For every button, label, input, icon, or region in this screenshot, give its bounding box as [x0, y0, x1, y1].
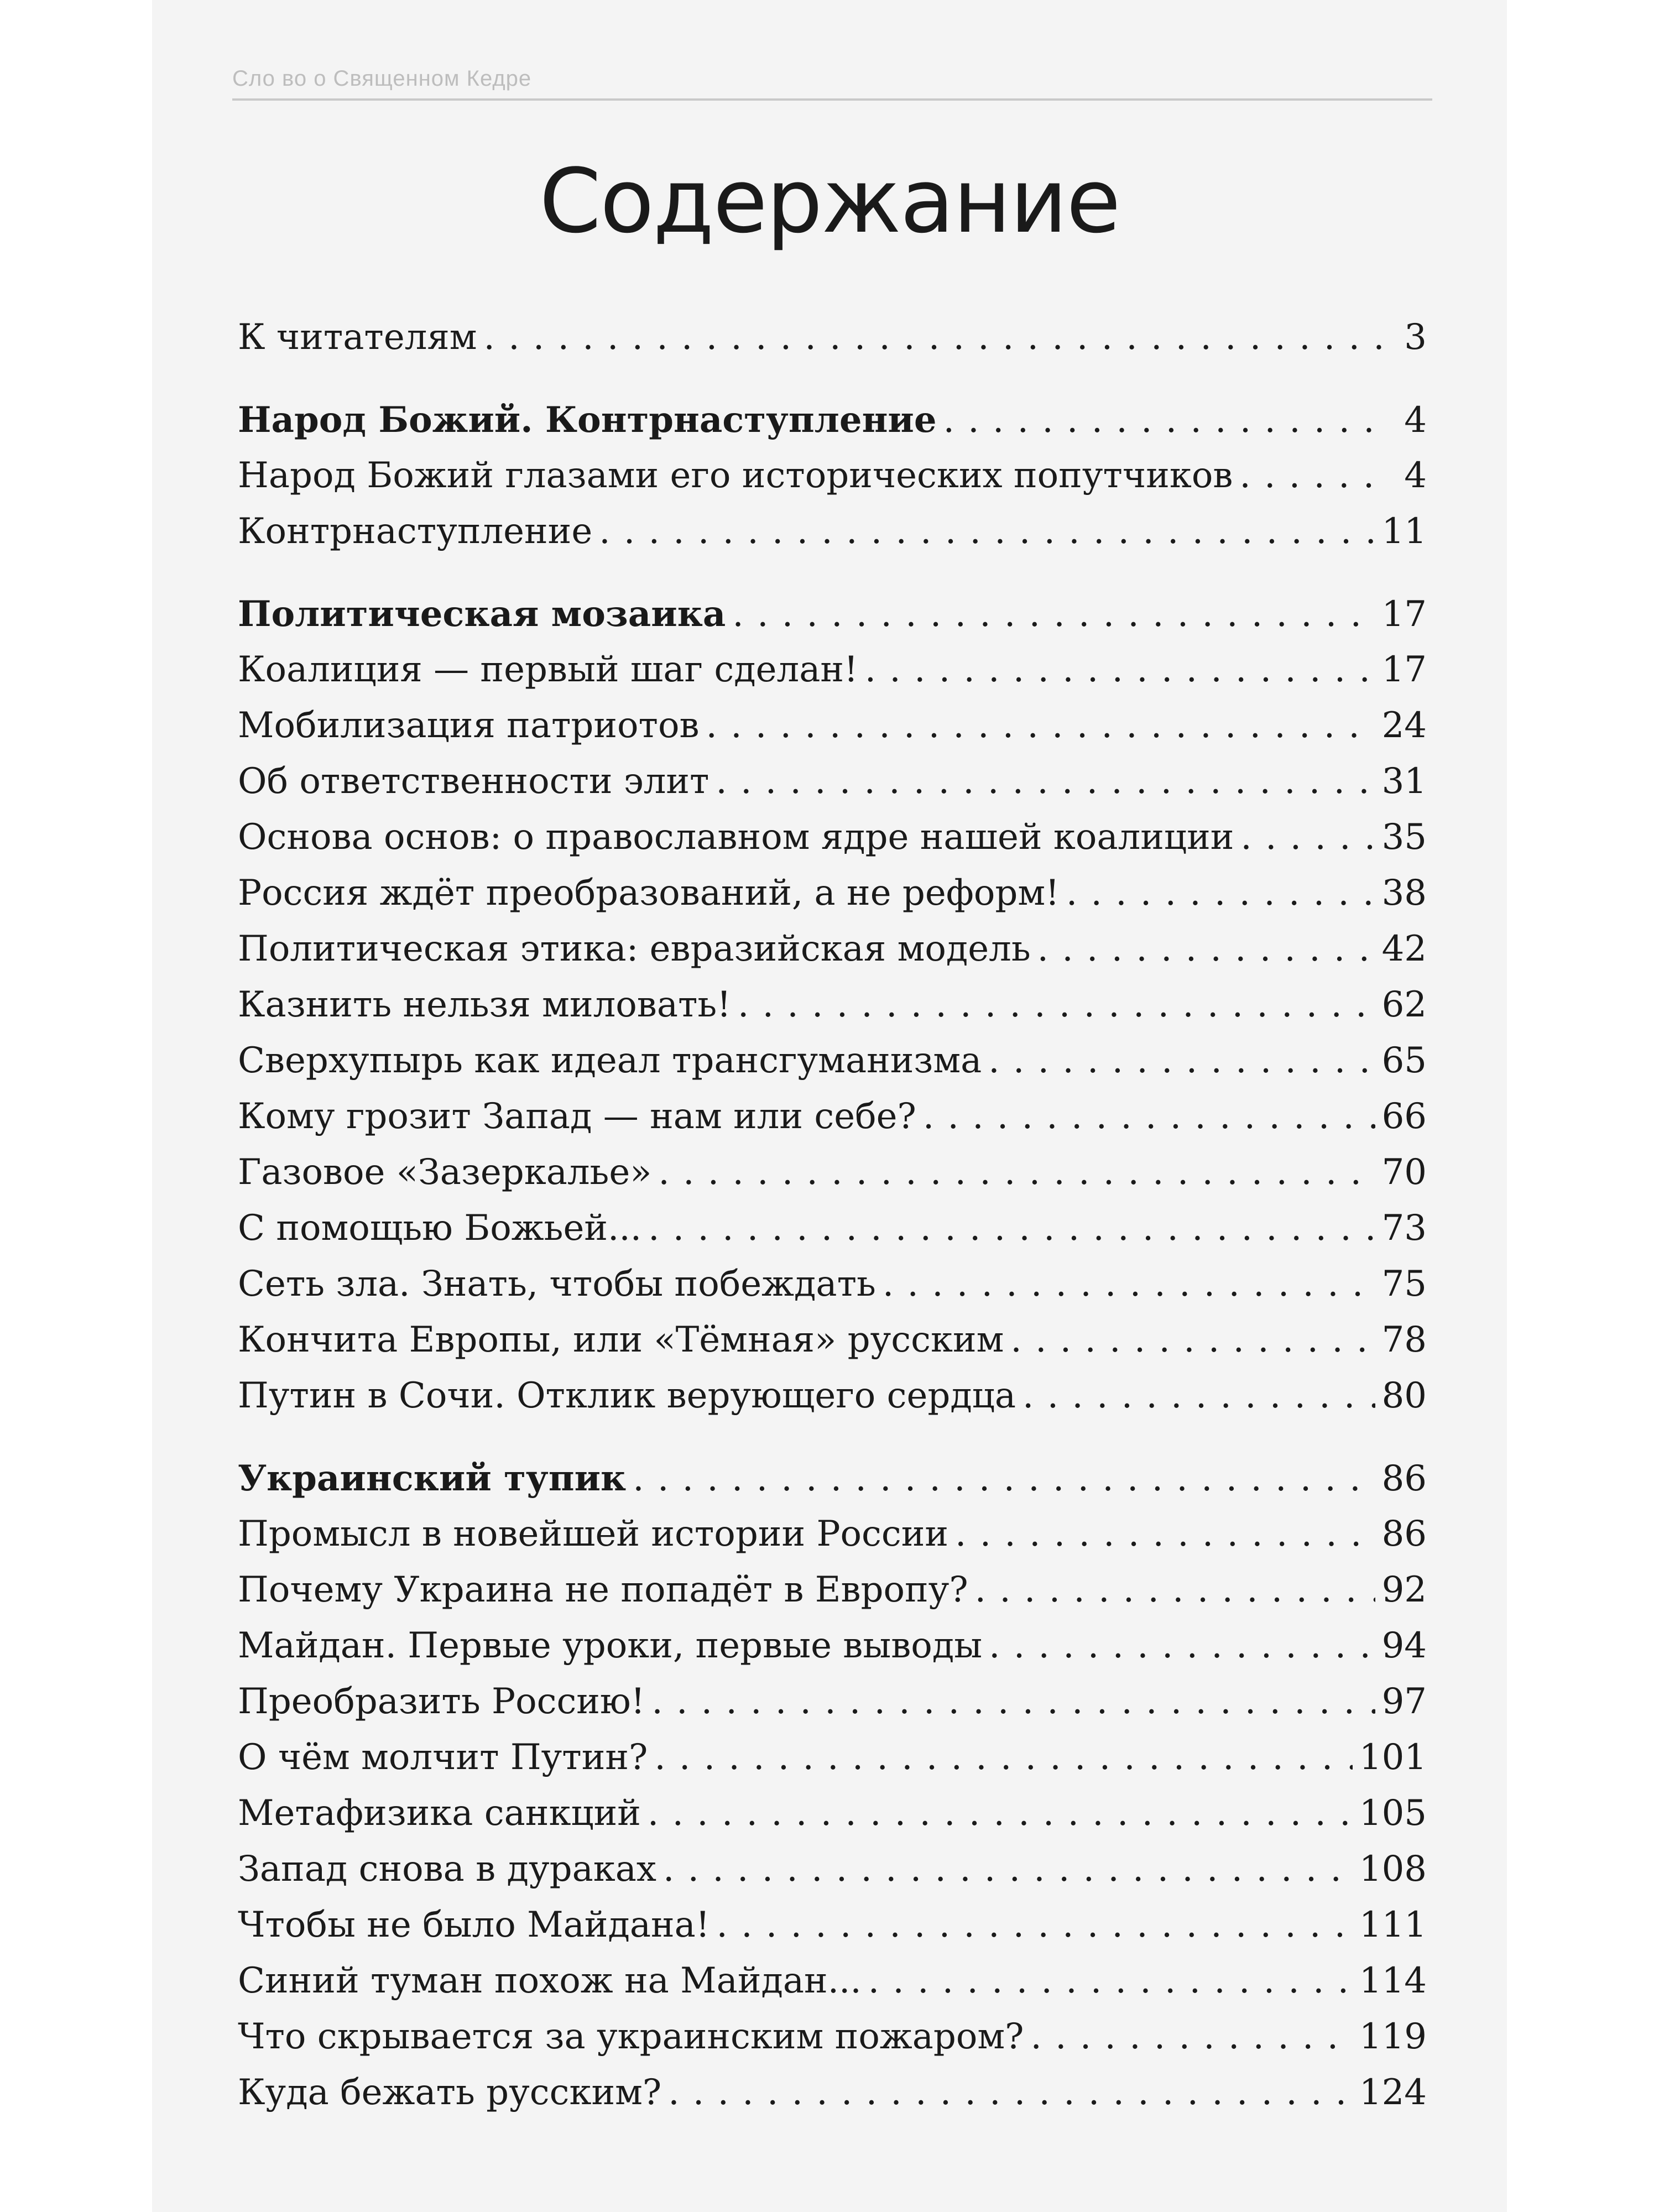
toc-entry: [238, 810, 1427, 865]
toc-page-number: 42: [1381, 928, 1427, 969]
toc-page-number: 4: [1404, 400, 1427, 441]
toc-section-heading: [238, 1451, 1427, 1506]
toc-entry: [238, 1897, 1427, 1953]
toc-entry: [238, 1033, 1427, 1089]
toc-entry-label: Сверхупырь как идеал трансгуманизма: [238, 1040, 982, 1081]
toc-entry: [238, 1841, 1427, 1897]
toc-page-number: 92: [1381, 1569, 1427, 1610]
toc-entry: [238, 977, 1427, 1033]
toc-entry-label: Основа основ: о православном ядре нашей коалиции: [238, 817, 1234, 858]
toc-entry-label: Путин в Сочи. Отклик верующего сердца: [238, 1375, 1016, 1416]
dot-leader: [943, 392, 1387, 448]
toc-entry-label: Политическая этика: евразийская модель: [238, 928, 1031, 969]
toc-entry: [238, 1089, 1427, 1145]
toc-page-number: 3: [1404, 317, 1427, 358]
toc-entry: [238, 448, 1427, 504]
toc-entry: [238, 1730, 1427, 1786]
toc-page-number: 114: [1359, 1960, 1427, 2001]
toc-entry-label: Запад снова в дураках: [238, 1849, 656, 1890]
toc-entry: [238, 865, 1427, 921]
dot-leader: [955, 1506, 1375, 1562]
toc-entry: [238, 1368, 1427, 1424]
toc-section-heading: [238, 586, 1427, 642]
dot-leader: [654, 1730, 1353, 1786]
toc-page-number: 105: [1359, 1793, 1427, 1834]
dot-leader: [975, 1562, 1375, 1618]
toc-page-number: 124: [1359, 2072, 1427, 2113]
toc-entry: [238, 754, 1427, 810]
toc-entry-label: Майдан. Первые уроки, первые выводы: [238, 1625, 983, 1666]
dot-leader: [865, 642, 1375, 698]
dot-leader: [923, 1089, 1375, 1145]
dot-leader: [1010, 1312, 1375, 1368]
toc-entry-label: С помощью Божьей...: [238, 1208, 642, 1249]
toc-entry: [238, 642, 1427, 698]
dot-leader: [738, 977, 1375, 1033]
toc-page-number: 108: [1359, 1849, 1427, 1890]
dot-leader: [648, 1786, 1353, 1841]
dot-leader: [1239, 448, 1387, 504]
toc-page-number: 97: [1381, 1681, 1427, 1722]
dot-leader: [989, 1618, 1375, 1674]
toc-entry-label: Чтобы не было Майдана!: [238, 1905, 710, 1945]
dot-leader: [868, 1953, 1353, 2009]
toc-entry: [238, 1786, 1427, 1841]
toc-entry: [238, 1312, 1427, 1368]
toc-entry: [238, 921, 1427, 977]
dot-leader: [988, 1033, 1375, 1089]
toc-entry: [238, 1562, 1427, 1618]
dot-leader: [633, 1451, 1375, 1506]
toc-page-number: 86: [1381, 1458, 1427, 1499]
toc-page-number: 101: [1359, 1737, 1427, 1778]
toc-entry-label: Метафизика санкций: [238, 1793, 641, 1834]
dot-leader: [732, 586, 1375, 642]
dot-leader: [658, 1145, 1375, 1201]
dot-leader: [651, 1674, 1375, 1730]
toc-entry: [238, 698, 1427, 754]
toc-entry-label: Почему Украина не попадёт в Европу?: [238, 1569, 968, 1610]
toc-entry: [238, 1618, 1427, 1674]
dot-leader: [599, 504, 1375, 560]
toc-entry-label: Россия ждёт преобразований, а не реформ!: [238, 873, 1060, 914]
toc-entry-label: Сеть зла. Знать, чтобы побеждать: [238, 1264, 876, 1305]
toc-entry: [238, 2009, 1427, 2065]
toc-entry-label: Народ Божий. Контрнаступление: [238, 399, 937, 441]
dot-leader: [648, 1201, 1375, 1256]
toc-entry-label: Кому грозит Запад — нам или себе?: [238, 1096, 916, 1137]
toc-entry-label: Украинский тупик: [238, 1458, 627, 1499]
dot-leader: [716, 754, 1375, 810]
dot-leader: [484, 310, 1387, 366]
toc-page-number: 24: [1381, 705, 1427, 746]
toc-page-number: 111: [1359, 1905, 1427, 1945]
toc-entry: [238, 1674, 1427, 1730]
toc-entry-label: Контрнаступление: [238, 511, 593, 552]
toc-entry-label: Коалиция — первый шаг сделан!: [238, 649, 858, 690]
toc-page-number: 11: [1381, 511, 1427, 552]
toc-entry-label: Куда бежать русским?: [238, 2072, 662, 2113]
toc-page-number: 38: [1381, 873, 1427, 914]
toc-entry-label: Казнить нельзя миловать!: [238, 984, 731, 1025]
toc-page-number: 17: [1381, 594, 1427, 635]
dot-leader: [1066, 865, 1375, 921]
toc-entry-label: Что скрывается за украинским пожаром?: [238, 2016, 1024, 2057]
toc-page-number: 66: [1381, 1096, 1427, 1137]
toc-entry: [238, 1201, 1427, 1256]
dot-leader: [1022, 1368, 1375, 1424]
toc-page-number: 119: [1359, 2016, 1427, 2057]
page-title: Содержание: [539, 149, 1120, 253]
header-rule: [232, 98, 1432, 101]
toc-entry-label: Мобилизация патриотов: [238, 705, 700, 746]
toc-entry: [238, 1953, 1427, 2009]
toc-entry-label: Преобразить Россию!: [238, 1681, 645, 1722]
toc-entry: [238, 2065, 1427, 2121]
dot-leader: [1037, 921, 1375, 977]
toc-page-number: 78: [1381, 1319, 1427, 1360]
toc-entry-label: Кончита Европы, или «Тёмная» русским: [238, 1319, 1004, 1360]
toc-entry-label: Об ответственности элит: [238, 761, 709, 802]
dot-leader: [1030, 2009, 1352, 2065]
toc-page-number: 35: [1381, 817, 1427, 858]
dot-leader: [668, 2065, 1353, 2121]
toc-page-number: 73: [1381, 1208, 1427, 1249]
toc-entry-label: Синий туман похож на Майдан...: [238, 1960, 862, 2001]
toc-page-number: 70: [1381, 1152, 1427, 1193]
toc-entry: [238, 1506, 1427, 1562]
dot-leader: [883, 1256, 1375, 1312]
toc-entry-label: О чём молчит Путин?: [238, 1737, 648, 1778]
toc-entry-label: Промысл в новейшей истории России: [238, 1514, 949, 1554]
dot-leader: [706, 698, 1375, 754]
toc-page-number: 4: [1404, 455, 1427, 496]
toc-page-number: 75: [1381, 1264, 1427, 1305]
toc-page-number: 80: [1381, 1375, 1427, 1416]
toc-page-number: 65: [1381, 1040, 1427, 1081]
toc-page-number: 94: [1381, 1625, 1427, 1666]
dot-leader: [663, 1841, 1353, 1897]
toc-page-number: 17: [1381, 649, 1427, 690]
toc-entry-label: Политическая мозаика: [238, 593, 726, 635]
toc-page-number: 62: [1381, 984, 1427, 1025]
toc-entry: [238, 504, 1427, 560]
toc-section-heading: [238, 392, 1427, 448]
toc-entry: [238, 1145, 1427, 1201]
dot-leader: [717, 1897, 1353, 1953]
toc-entry-label: Газовое «Зазеркалье»: [238, 1152, 652, 1193]
running-head: Сло во о Священном Кедре: [232, 66, 532, 91]
toc-entry: [238, 310, 1427, 366]
dot-leader: [1240, 810, 1375, 865]
table-of-contents: [238, 310, 1427, 2121]
toc-entry: [238, 1256, 1427, 1312]
toc-entry-label: Народ Божий глазами его исторических попутчиков: [238, 455, 1233, 496]
toc-page-number: 31: [1381, 761, 1427, 802]
toc-page-number: 86: [1381, 1514, 1427, 1554]
toc-entry-label: К читателям: [238, 317, 477, 358]
